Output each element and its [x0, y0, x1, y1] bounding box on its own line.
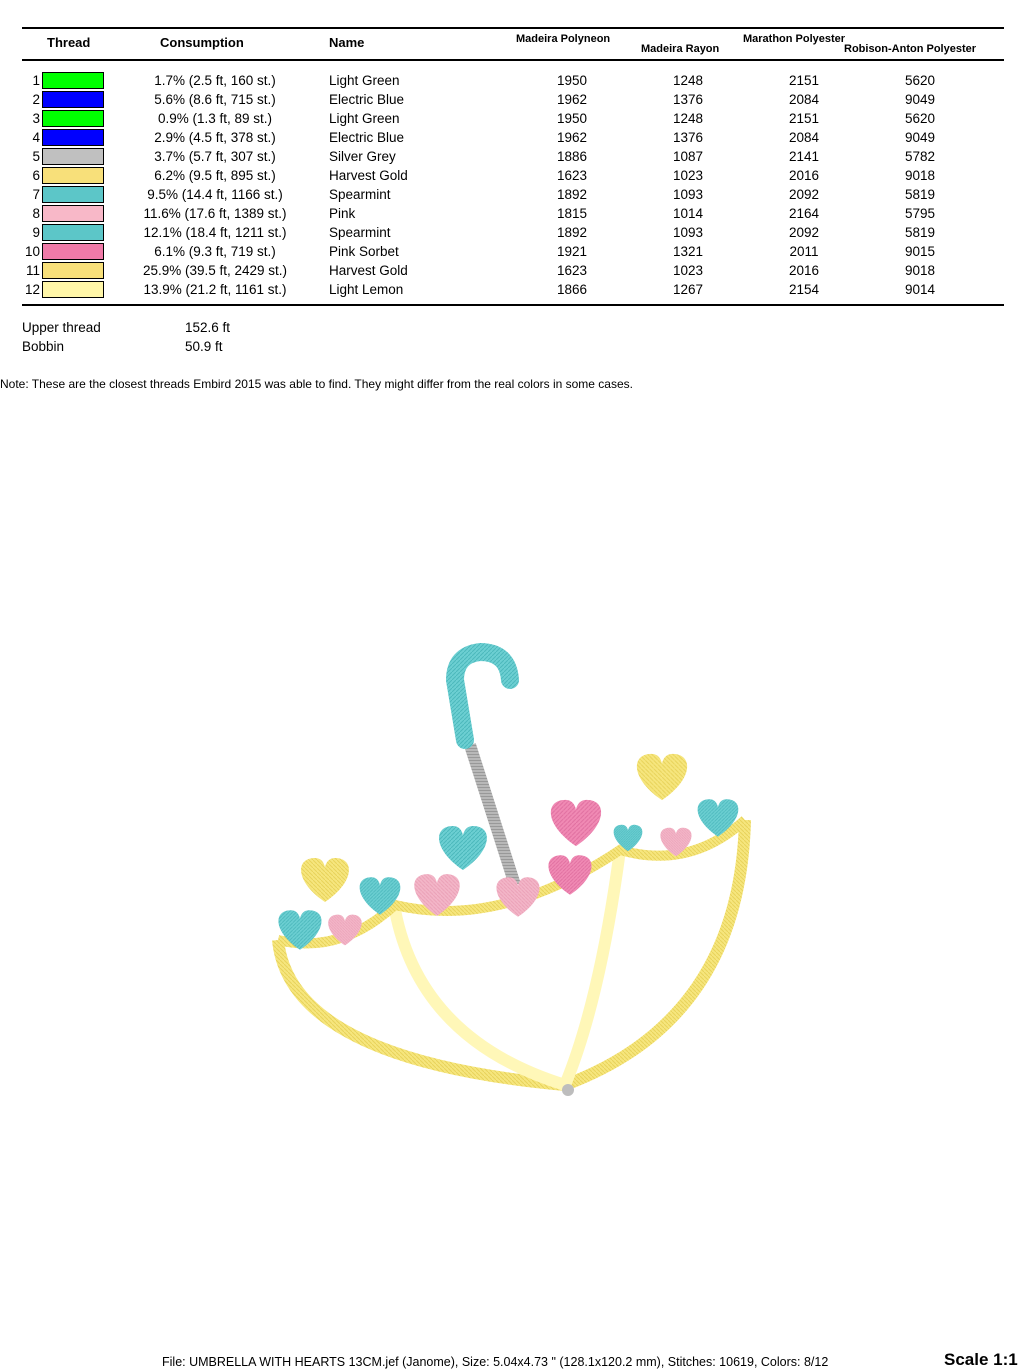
- thread-number: 6: [32, 168, 40, 183]
- thread-color-swatch: [42, 186, 104, 203]
- marathon-polyester-code: 2154: [788, 282, 820, 297]
- thread-color-swatch: [42, 72, 104, 89]
- marathon-polyester-code: 2016: [788, 168, 820, 183]
- madeira-rayon-code: 1267: [672, 282, 704, 297]
- thread-row: [0, 224, 1024, 243]
- madeira-polyneon-code: 1950: [556, 111, 588, 126]
- thread-row: [0, 205, 1024, 224]
- thread-number: 4: [32, 130, 40, 145]
- thread-name: Spearmint: [329, 187, 391, 202]
- thread-name: Electric Blue: [329, 92, 405, 107]
- robison-anton-code: 9049: [904, 130, 936, 145]
- thread-consumption: 12.1% (18.4 ft, 1211 st.): [143, 225, 287, 240]
- thread-consumption: 13.9% (21.2 ft, 1161 st.): [143, 282, 287, 297]
- robison-anton-code: 5795: [904, 206, 936, 221]
- thread-row: [0, 243, 1024, 262]
- handle-hook: [455, 652, 510, 740]
- madeira-polyneon-code: 1815: [556, 206, 588, 221]
- thread-number: 12: [24, 282, 40, 297]
- scale-label: Scale 1:1: [944, 1350, 1018, 1369]
- thread-number: 9: [32, 225, 40, 240]
- marathon-polyester-code: 2084: [788, 92, 820, 107]
- robison-anton-code: 9049: [904, 92, 936, 107]
- header-bottom-rule: [22, 59, 1004, 61]
- madeira-polyneon-code: 1962: [556, 130, 588, 145]
- table-bottom-rule: [22, 304, 1004, 306]
- thread-number: 1: [32, 73, 40, 88]
- madeira-rayon-code: 1093: [672, 187, 704, 202]
- madeira-polyneon-code: 1866: [556, 282, 588, 297]
- thread-row: [0, 129, 1024, 148]
- thread-name: Pink: [329, 206, 356, 221]
- marathon-polyester-code: 2164: [788, 206, 820, 221]
- thread-number: 3: [32, 111, 40, 126]
- madeira-rayon-code: 1321: [672, 244, 704, 259]
- marathon-polyester-code: 2092: [788, 225, 820, 240]
- header-madeira-polyneon: Madeira Polyneon: [516, 33, 611, 45]
- header-name: Name: [329, 35, 365, 50]
- robison-anton-code: 5620: [904, 111, 936, 126]
- madeira-rayon-code: 1248: [672, 73, 704, 88]
- thread-consumption: 6.1% (9.3 ft, 719 st.): [154, 244, 276, 259]
- thread-number: 11: [25, 263, 40, 278]
- thread-color-swatch: [42, 110, 104, 127]
- thread-row: [0, 167, 1024, 186]
- madeira-polyneon-code: 1892: [556, 225, 588, 240]
- marathon-polyester-code: 2016: [788, 263, 820, 278]
- madeira-polyneon-code: 1950: [556, 73, 588, 88]
- thread-number: 2: [32, 92, 40, 107]
- thread-row: [0, 148, 1024, 167]
- thread-row: [0, 72, 1024, 91]
- note-text: Note: These are the closest threads Embird 2015 was able to find. They might differ from the real colors in some cases.: [0, 377, 633, 391]
- thread-color-swatch: [42, 129, 104, 146]
- thread-color-swatch: [42, 224, 104, 241]
- marathon-polyester-code: 2092: [788, 187, 820, 202]
- heart-yellow-left: [301, 858, 349, 902]
- thread-consumption: 6.2% (9.5 ft, 895 st.): [154, 168, 276, 183]
- header-consumption: Consumption: [160, 35, 244, 50]
- madeira-polyneon-code: 1623: [556, 263, 588, 278]
- thread-color-swatch: [42, 148, 104, 165]
- thread-color-swatch: [42, 243, 104, 260]
- marathon-polyester-code: 2151: [788, 111, 820, 126]
- thread-number: 7: [32, 187, 40, 202]
- thread-row: [0, 281, 1024, 300]
- thread-name: Spearmint: [329, 225, 391, 240]
- thread-consumption: 3.7% (5.7 ft, 307 st.): [154, 149, 276, 164]
- robison-anton-code: 9018: [904, 263, 936, 278]
- header-thread: Thread: [47, 35, 91, 50]
- madeira-rayon-code: 1014: [672, 206, 704, 221]
- thread-name: Electric Blue: [329, 130, 405, 145]
- thread-color-swatch: [42, 91, 104, 108]
- table-top-rule: [22, 27, 1004, 29]
- thread-consumption: 1.7% (2.5 ft, 160 st.): [154, 73, 276, 88]
- madeira-rayon-code: 1248: [672, 111, 704, 126]
- thread-color-swatch: [42, 281, 104, 298]
- thread-color-swatch: [42, 167, 104, 184]
- thread-row: [0, 262, 1024, 281]
- upper-thread-value: 152.6 ft: [185, 320, 231, 335]
- thread-row: [0, 186, 1024, 205]
- header-madeira-rayon: Madeira Rayon: [641, 43, 720, 55]
- heart-teal-center: [439, 826, 487, 870]
- robison-anton-code: 9015: [904, 244, 936, 259]
- madeira-rayon-code: 1023: [672, 263, 704, 278]
- thread-name: Light Lemon: [329, 282, 404, 297]
- madeira-rayon-code: 1376: [672, 92, 704, 107]
- thread-consumption: 9.5% (14.4 ft, 1166 st.): [147, 187, 283, 202]
- madeira-rayon-code: 1093: [672, 225, 704, 240]
- heart-sorbet-2: [551, 800, 601, 846]
- thread-number: 10: [24, 244, 40, 259]
- madeira-polyneon-code: 1962: [556, 92, 588, 107]
- thread-row: [0, 110, 1024, 129]
- thread-name: Pink Sorbet: [329, 244, 399, 259]
- thread-name: Harvest Gold: [329, 168, 408, 183]
- marathon-polyester-code: 2011: [789, 244, 819, 259]
- thread-row: [0, 91, 1024, 110]
- madeira-rayon-code: 1376: [672, 130, 704, 145]
- bobbin-label: Bobbin: [22, 339, 65, 354]
- madeira-polyneon-code: 1886: [556, 149, 588, 164]
- madeira-rayon-code: 1087: [672, 149, 704, 164]
- madeira-polyneon-code: 1623: [556, 168, 588, 183]
- file-info-footer: File: UMBRELLA WITH HEARTS 13CM.jef (Janome), Size: 5.04x4.73 " (128.1x120.2 mm), Stitches: 10619, Colors: 8/12: [162, 1355, 829, 1369]
- thread-number: 8: [32, 206, 40, 221]
- bobbin-value: 50.9 ft: [185, 339, 223, 354]
- robison-anton-code: 5782: [904, 149, 936, 164]
- madeira-polyneon-code: 1892: [556, 187, 588, 202]
- robison-anton-code: 5819: [904, 225, 936, 240]
- thread-color-swatch: [42, 262, 104, 279]
- header-marathon-polyester: Marathon Polyester: [743, 33, 846, 45]
- thread-name: Harvest Gold: [329, 263, 408, 278]
- umbrella-design-preview: [0, 620, 1024, 1120]
- robison-anton-code: 9018: [904, 168, 936, 183]
- marathon-polyester-code: 2151: [788, 73, 820, 88]
- handle-shaft: [470, 745, 515, 885]
- robison-anton-code: 9014: [904, 282, 936, 297]
- robison-anton-code: 5620: [904, 73, 936, 88]
- umbrella-tip: [562, 1084, 574, 1096]
- thread-consumption: 2.9% (4.5 ft, 378 st.): [154, 130, 276, 145]
- thread-name: Light Green: [329, 73, 400, 88]
- heart-yellow-right: [637, 754, 687, 800]
- marathon-polyester-code: 2141: [788, 149, 820, 164]
- thread-consumption: 25.9% (39.5 ft, 2429 st.): [142, 263, 288, 278]
- thread-consumption: 11.6% (17.6 ft, 1389 st.): [143, 206, 287, 221]
- thread-number: 5: [32, 149, 40, 164]
- header-robison-anton-polyester: Robison-Anton Polyester: [844, 43, 977, 55]
- robison-anton-code: 5819: [904, 187, 936, 202]
- thread-consumption: 5.6% (8.6 ft, 715 st.): [154, 92, 276, 107]
- thread-color-swatch: [42, 205, 104, 222]
- thread-name: Light Green: [329, 111, 400, 126]
- madeira-polyneon-code: 1921: [556, 244, 588, 259]
- upper-thread-label: Upper thread: [22, 320, 101, 335]
- thread-consumption: 0.9% (1.3 ft, 89 st.): [157, 111, 273, 126]
- thread-name: Silver Grey: [329, 149, 396, 164]
- madeira-rayon-code: 1023: [672, 168, 704, 183]
- marathon-polyester-code: 2084: [788, 130, 820, 145]
